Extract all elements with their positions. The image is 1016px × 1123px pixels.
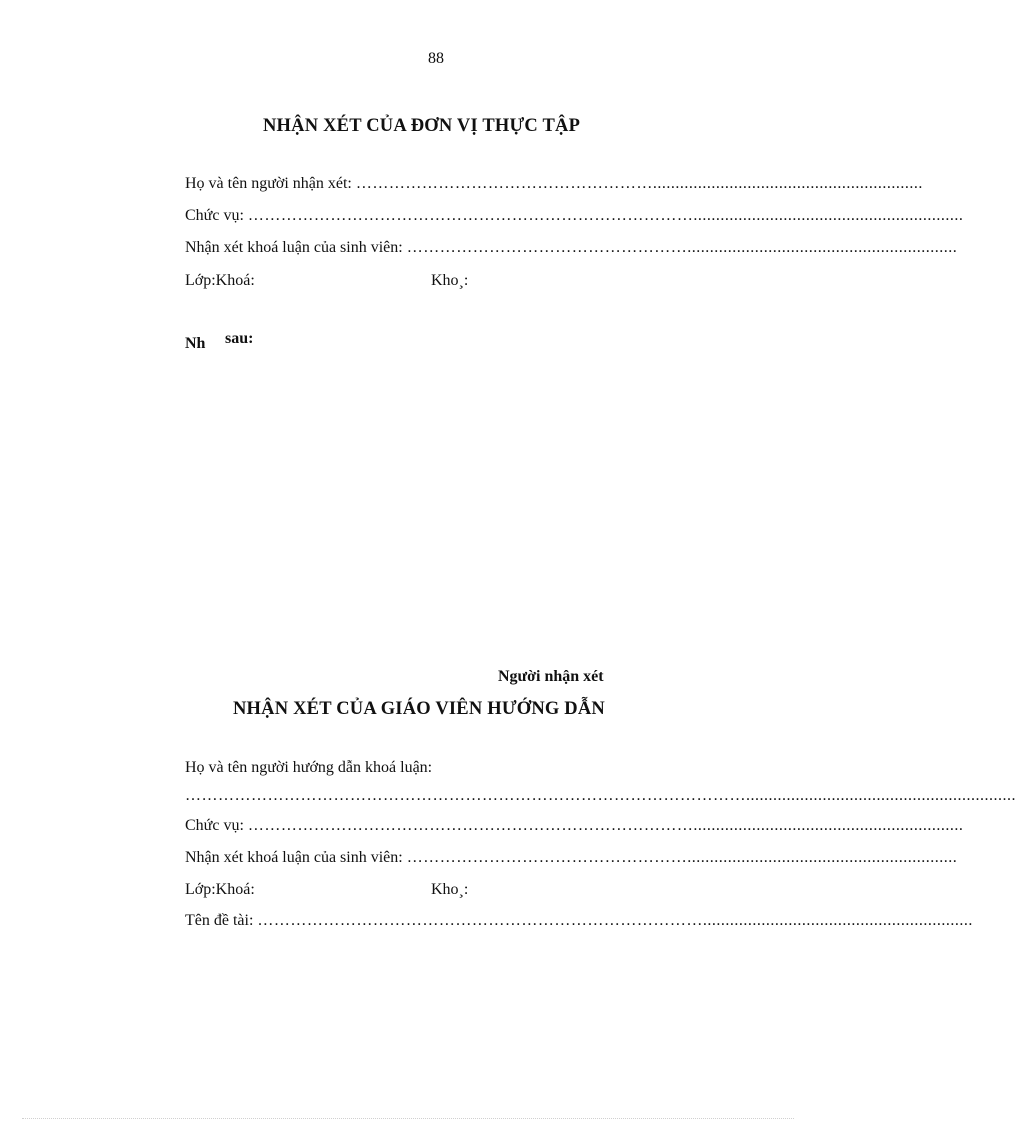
advisor-position-field [185,817,964,839]
advisor-name-label: Họ và tên người hướng dẫn khoá luận: [185,759,433,776]
thesis-review-dots: ……………………………………………............................................................ [406,239,958,256]
topic-dots: ………………………………………………………………………............................................................ [257,912,973,929]
advisor-thesis-review-dots: ……………………………………………............................................................ [406,849,958,866]
comment-heading-right: sau: [225,330,254,347]
reviewer-position-dots: ………………………………………………………………………............................................................ [247,207,964,224]
reviewer-position-label: Chức vụ: [185,207,244,224]
signer-label: Người nhận xét [498,668,604,685]
faculty-label: Kho¸: [431,272,469,289]
advisor-name-dots-row [185,787,1016,809]
comment-heading-left: Nh [185,335,206,352]
thesis-review-field [185,239,958,261]
class-label: Lớp:Khoá: [185,272,255,289]
advisor-position-label: Chức vụ: [185,817,244,834]
page-bottom-divider [22,1118,794,1119]
advisor-thesis-review-label: Nhận xét khoá luận của sinh viên: [185,849,403,866]
reviewer-position-field [185,207,964,229]
reviewer-name-field [185,175,923,197]
reviewer-name-dots: ………………………………………………............................................................ [355,175,923,192]
reviewer-name-label: Họ và tên người nhận xét: [185,175,352,192]
topic-label: Tên đề tài: [185,912,254,929]
advisor-thesis-review-field [185,849,958,871]
advisor-class-label: Lớp:Khoá: [185,881,255,898]
thesis-review-label: Nhận xét khoá luận của sinh viên: [185,239,403,256]
topic-field [185,912,973,934]
section1-title: NHẬN XÉT CỦA ĐƠN VỊ THỰC TẬP [263,116,581,136]
advisor-name-dots: …………………………………………………………………………………………............................................................ [185,787,1016,804]
page-number: 88 [428,50,444,67]
advisor-faculty-label: Kho¸: [431,881,469,898]
section2-title: NHẬN XÉT CỦA GIÁO VIÊN HƯỚNG DẪN [233,699,605,719]
advisor-position-dots: ………………………………………………………………………............................................................ [247,817,964,834]
